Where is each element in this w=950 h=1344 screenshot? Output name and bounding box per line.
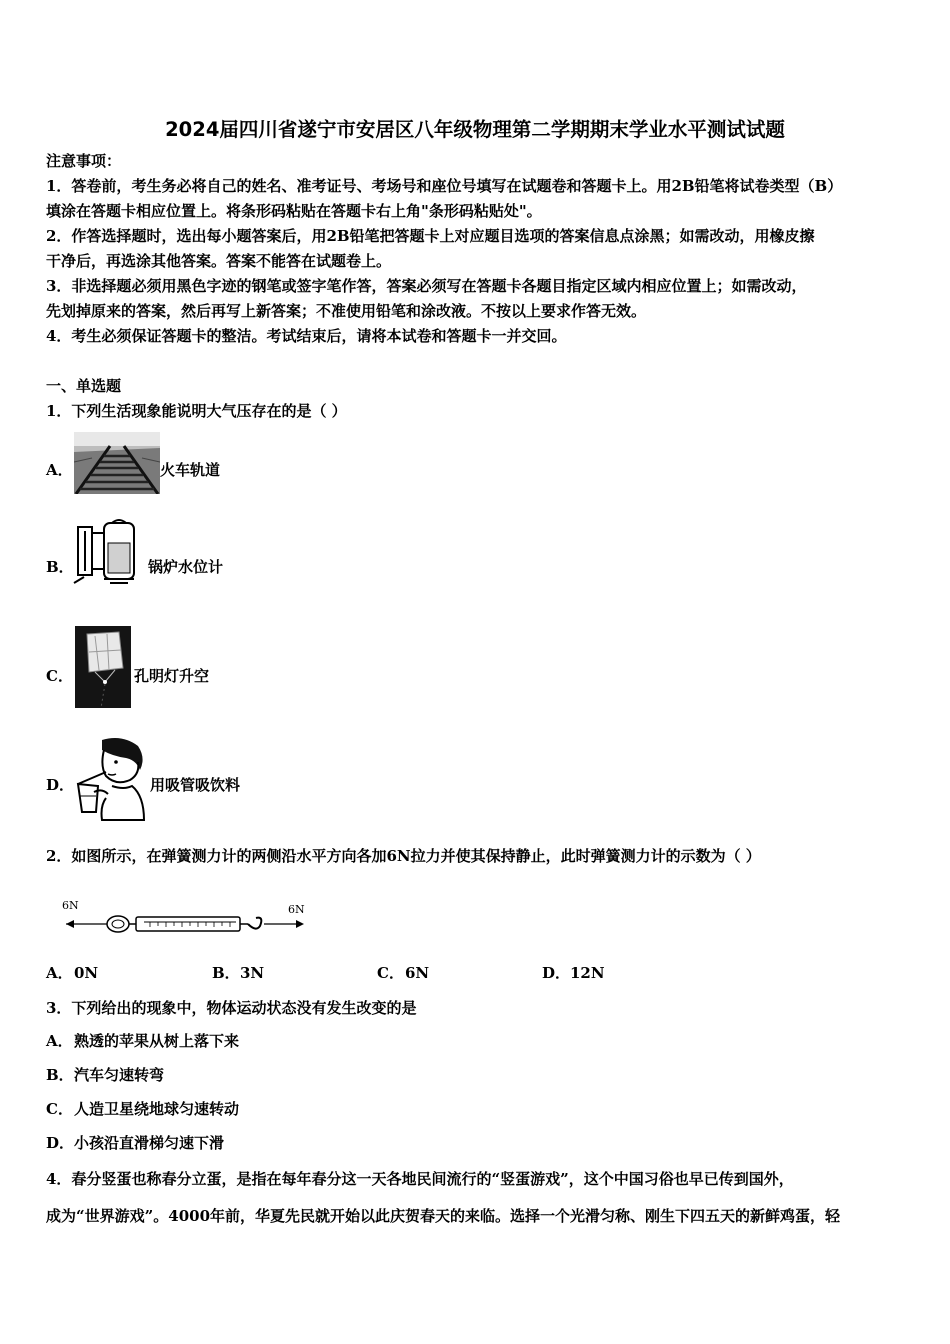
option-text: 3N (240, 964, 265, 982)
notice-line: 3．非选择题必须用黑色字迹的钢笔或签字笔作答，答案必须写在答题卡各题目指定区域内相应位置上；如需改动， (46, 277, 807, 295)
boy-drinking-straw-image (72, 736, 146, 822)
section-heading: 一、单选题 (46, 377, 122, 395)
option-text: 小孩沿直滑梯匀速下滑 (74, 1134, 225, 1152)
option-letter: C． (46, 1100, 73, 1118)
railway-track-image (74, 432, 160, 494)
option-text: 熟透的苹果从树上落下来 (74, 1032, 240, 1050)
notice-line: 1．答卷前，考生务必将自己的姓名、准考证号、考场号和座位号填写在试题卷和答题卡上。用2B铅笔将试卷类型（B） (46, 177, 843, 195)
question-stem: 1．下列生活现象能说明大气压存在的是（ ） (46, 402, 347, 420)
notice-line: 2．作答选择题时，选出每小题答案后，用2B铅笔把答题卡上对应题目选项的答案信息点涂黑；如需改动，用橡皮擦 (46, 227, 815, 245)
option-text: 火车轨道 (160, 461, 221, 479)
notice-line: 干净后，再选涂其他答案。答案不能答在试题卷上。 (46, 252, 392, 270)
boiler-gauge-image (70, 517, 144, 585)
option-letter: B． (212, 964, 240, 982)
option-text: 孔明灯升空 (134, 667, 210, 685)
option-letter: A． (46, 1032, 73, 1050)
option-text: 汽车匀速转弯 (74, 1066, 165, 1084)
question-stem: 3．下列给出的现象中，物体运动状态没有发生改变的是 (46, 999, 417, 1017)
option-text: 人造卫星绕地球匀速转动 (74, 1100, 240, 1118)
option-text: 用吸管吸饮料 (150, 776, 241, 794)
notice-line: 先划掉原来的答案，然后再写上新答案；不准使用铅笔和涂改液。不按以上要求作答无效。 (46, 302, 647, 320)
option-letter: C． (377, 964, 404, 982)
left-force-label: 6N (62, 899, 79, 912)
option-text: 0N (74, 964, 99, 982)
question-stem: 2．如图所示，在弹簧测力计的两侧沿水平方向各加6N拉力并使其保持静止，此时弹簧测力计的示数为（ ） (46, 847, 761, 865)
option-text: 锅炉水位计 (148, 558, 224, 576)
notice-line: 填涂在答题卡相应位置上。将条形码粘贴在答题卡右上角"条形码粘贴处"。 (46, 202, 542, 220)
notice-heading: 注意事项： (46, 152, 122, 170)
sky-lantern-image (75, 626, 131, 708)
option-letter: B． (46, 558, 74, 576)
option-letter: C． (46, 667, 73, 685)
right-force-label: 6N (288, 903, 305, 916)
option-letter: A． (46, 964, 73, 982)
question-stem-continued: 成为“世界游戏”。4000年前，华夏先民就开始以此庆贺春天的来临。选择一个光滑匀称、刚生下四五天的新鲜鸡蛋，轻 (46, 1207, 841, 1225)
option-letter: D． (542, 964, 571, 982)
notice-line: 4．考生必须保证答题卡的整洁。考试结束后，请将本试卷和答题卡一并交回。 (46, 327, 567, 345)
option-text: 6N (405, 964, 430, 982)
page-title: 2024届四川省遂宁市安居区八年级物理第二学期期末学业水平测试试题 (165, 118, 785, 141)
spring-scale-figure (60, 900, 310, 940)
option-letter: D． (46, 1134, 75, 1152)
question-stem: 4．春分竖蛋也称春分立蛋，是指在每年春分这一天各地民间流行的“竖蛋游戏”，这个中国习俗也早已传到国外， (46, 1170, 794, 1188)
option-letter: D． (46, 776, 75, 794)
option-letter: B． (46, 1066, 74, 1084)
option-text: 12N (570, 964, 605, 982)
option-letter: A． (46, 461, 73, 479)
